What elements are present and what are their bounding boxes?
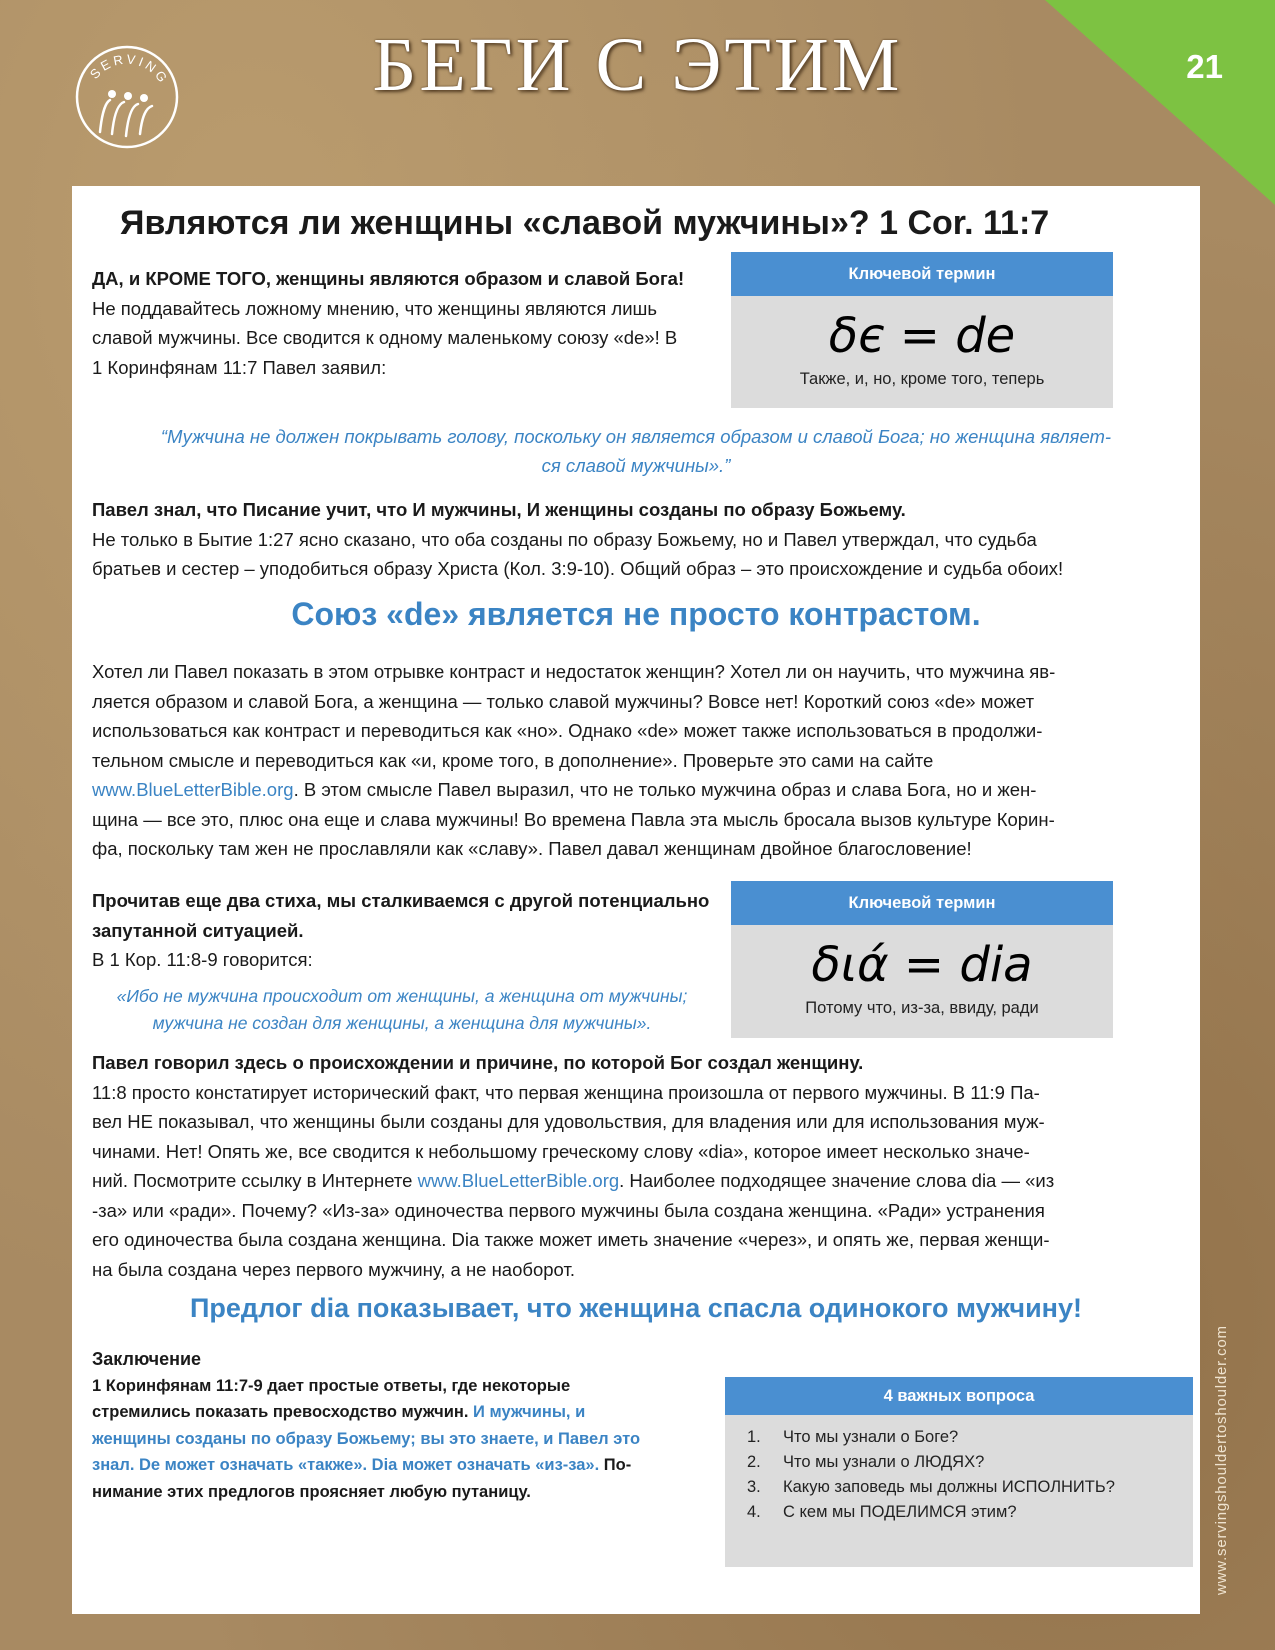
question-item — [747, 1500, 1193, 1525]
paragraph-line: вел НЕ показывал, что женщины были созданы для удовольствия, для владения или для использования муж- — [92, 1111, 1045, 1132]
content-panel — [72, 186, 1200, 1614]
questions-header: 4 важных вопроса — [725, 1377, 1193, 1415]
conclusion-blue-text: И мужчины, и — [473, 1403, 586, 1421]
intro-line: славой мужчины. Все сводится к одному маленькому союзу «de»! В — [92, 327, 678, 348]
conclusion-black-text: По- — [603, 1456, 632, 1474]
dia-preposition-paragraph — [92, 1048, 1192, 1284]
quote-line: «Ибо не мужчина происходит от женщины, а женщина от мужчины; — [116, 986, 688, 1006]
question-number: 4. — [747, 1503, 761, 1521]
quote-line: мужчина не создан для женщины, а женщина для мужчины». — [152, 1013, 652, 1033]
quote-line: “Мужчина не должен покрывать голову, поскольку он является образом и славой Бога; но женщина являет- — [160, 426, 1112, 447]
paragraph-line: на была создана через первого мужчину, а не наоборот. — [92, 1258, 576, 1280]
link-tail: . Наиболее подходящее значение слова dia — «из — [619, 1170, 1055, 1191]
image-of-god-paragraph — [92, 495, 1187, 584]
paragraph-line: 11:8 просто констатирует исторический факт, что первая женщина произошла от первого мужчины. В 11:9 Па- — [92, 1081, 1040, 1103]
question-text: Что мы узнали о ЛЮДЯХ? — [783, 1453, 985, 1471]
scripture-quote-1 — [86, 422, 1186, 480]
conclusion-line: женщины созданы по образу Божьему; вы это знаете, и Павел это — [92, 1429, 641, 1448]
intro-paragraph — [92, 264, 732, 382]
key-term-greek: δє = de — [828, 308, 1016, 364]
page-number: 21 — [1186, 48, 1223, 85]
paragraph-line: -за» или «ради». Почему? «Из-за» одиночества первого мужчины была создана женщина. «Ради» устранения — [92, 1199, 1045, 1221]
question-item — [747, 1450, 1193, 1475]
key-term-meaning: Потому что, из-за, ввиду, ради — [805, 999, 1039, 1017]
paragraph-line: его одиночества была создана женщина. Dia также может иметь значение «через», и опять же, первая женщи- — [92, 1229, 1050, 1250]
key-term-header: Ключевой термин — [731, 881, 1113, 925]
question-text: Какую заповедь мы должны ИСПОЛНИТЬ? — [783, 1478, 1115, 1496]
section-heading-de: Союз «de» является не просто контрастом. — [291, 596, 981, 632]
intro-line: 1 Коринфянам 11:7 Павел заявил: — [92, 356, 387, 378]
verses-intro-paragraph — [92, 886, 732, 975]
paragraph-lead: Прочитав еще два стиха, мы сталкиваемся с другой потенциально — [92, 890, 710, 911]
conclusion-line — [92, 1452, 692, 1479]
key-term-greek: διά = dia — [811, 937, 1033, 993]
key-term-box-de — [731, 252, 1113, 408]
masthead-title: БЕГИ С ЭТИМ — [372, 23, 903, 107]
svg-text:SERVING: SERVING — [86, 51, 172, 88]
key-term-header: Ключевой термин — [731, 252, 1113, 296]
paragraph-line: Не только в Бытие 1:27 ясно сказано, что оба созданы по образу Божьему, но и Павел утверждал, что судьба — [92, 528, 1037, 550]
conclusion-black-text: стремились показать превосходство мужчин. — [92, 1403, 474, 1421]
conclusion-title: Заключение — [92, 1349, 202, 1369]
conclusion-line: нимание этих предлогов проясняет любую путаницу. — [92, 1482, 531, 1501]
blueletterbible-link[interactable]: www.BlueLetterBible.org — [92, 779, 294, 800]
paragraph-line — [92, 775, 1192, 805]
link-tail: . В этом смысле Павел выразил, что не только мужчина образ и слава Бога, но и жен- — [293, 779, 1037, 800]
paragraph-line: щина — все это, плюс она еще и слава мужчины! Во времена Павла эта мысль бросала вызов культуре Корин- — [92, 808, 1055, 830]
intro-line: Не поддавайтесь ложному мнению, что женщины являются лишь — [92, 297, 658, 319]
conclusion-block — [92, 1346, 692, 1505]
paragraph-line: братьев и сестер – уподобиться образу Христа (Кол. 3:9-10). Общий образ – это происхождение и судьба обоих! — [92, 558, 1064, 579]
section-heading-dia: Предлог dia показывает, что женщина спасла одинокого мужчину! — [190, 1293, 1082, 1323]
scripture-quote-2 — [92, 983, 712, 1037]
paragraph-line — [92, 1166, 1192, 1196]
paragraph-line: ляется образом и славой Бога, а женщина — только славой мужчины? Вовсе нет! Короткий союз «de» может — [92, 690, 1035, 712]
questions-list — [725, 1425, 1193, 1525]
intro-lead: ДА, и КРОМЕ ТОГО, женщины являются образом и славой Бога! — [92, 268, 685, 289]
quote-line: ся славой мужчины».” — [541, 455, 731, 476]
question-item — [747, 1425, 1193, 1450]
side-website-url[interactable]: www.servingshouldertoshoulder.com — [1213, 1325, 1230, 1595]
question-text: Что мы узнали о Боге? — [783, 1428, 959, 1446]
de-conjunction-paragraph — [92, 657, 1192, 864]
paragraph-lead: Павел знал, что Писание учит, что И мужчины, И женщины созданы по образу Божьему. — [92, 499, 906, 520]
question-text: С кем мы ПОДЕЛИМСЯ этим? — [783, 1503, 1017, 1521]
paragraph-line: тельном смысле и переводиться как «и, кроме того, в дополнение». Проверьте это сами на сайте — [92, 749, 934, 771]
paragraph-lead: запутанной ситуацией. — [92, 919, 304, 941]
paragraph-line: фа, поскольку там жен не прославляли как «славу». Павел давал женщинам двойное благословение! — [92, 838, 972, 859]
conclusion-blue-text: знал. De может означать «также». Dia может означать «из-за». — [92, 1456, 604, 1474]
paragraph-lead: Павел говорил здесь о происхождении и причине, по которой Бог создал женщину. — [92, 1052, 864, 1073]
question-number: 3. — [747, 1478, 761, 1496]
article-title: Являются ли женщины «славой мужчины»? 1 Cor. 11:7 — [120, 204, 1050, 242]
key-term-box-dia — [731, 881, 1113, 1038]
four-questions-box — [725, 1377, 1193, 1567]
key-term-meaning: Также, и, но, кроме того, теперь — [799, 370, 1045, 388]
question-number: 2. — [747, 1453, 761, 1471]
paragraph-line: В 1 Кор. 11:8-9 говорится: — [92, 949, 313, 970]
blueletterbible-link[interactable]: www.BlueLetterBible.org — [417, 1170, 620, 1191]
conclusion-line — [92, 1399, 692, 1426]
question-number: 1. — [747, 1428, 761, 1446]
question-item — [747, 1475, 1193, 1500]
link-head: ний. Посмотрите ссылку в Интернете — [92, 1170, 418, 1191]
paragraph-line: использоваться как контраст и переводиться как «но». Однако «de» может также использоваться в продолжи- — [92, 720, 1043, 741]
paragraph-line: чинами. Нет! Опять же, все сводится к небольшому греческому слову «dia», которое имеет несколько значе- — [92, 1140, 1030, 1162]
conclusion-line: 1 Коринфянам 11:7-9 дает простые ответы, где некоторые — [92, 1376, 571, 1395]
paragraph-line: Хотел ли Павел показать в этом отрывке контраст и недостаток женщин? Хотел ли он научить, что мужчина яв- — [92, 661, 1056, 682]
